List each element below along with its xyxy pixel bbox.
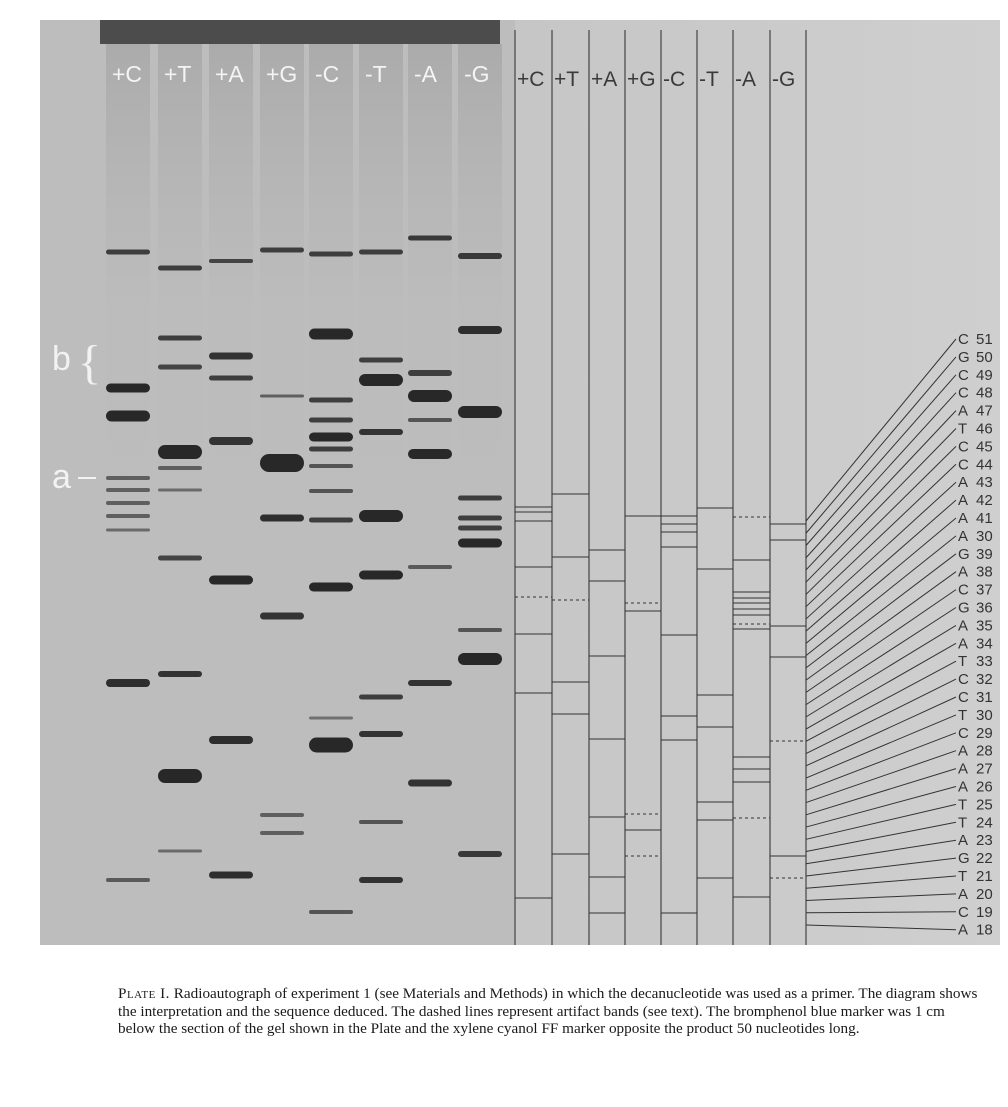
gel-band [359, 571, 403, 580]
gel-band [158, 556, 202, 561]
gel-band [209, 736, 253, 744]
sequence-position: 20 [976, 885, 993, 903]
sequence-base: A [958, 492, 969, 510]
gel-lane-streak [359, 44, 403, 924]
sequence-base: C [958, 903, 969, 921]
gel-lane-label: -A [414, 61, 437, 87]
sequence-position: 25 [976, 796, 993, 814]
gel-band [408, 236, 452, 241]
sequence-base: C [958, 581, 969, 599]
gel-lane-label: +C [112, 61, 143, 87]
gel-band [209, 376, 253, 381]
gel-band [309, 910, 353, 914]
sequence-base: T [958, 420, 968, 438]
gel-band [458, 516, 502, 521]
gel-band [158, 671, 202, 677]
marker-a: a [52, 458, 71, 496]
gel-band [209, 437, 253, 445]
gel-band [359, 695, 403, 700]
gel-lane-label: -G [464, 61, 490, 87]
gel-band [260, 454, 304, 472]
diagram-lane-label: +C [517, 68, 545, 91]
sequence-position: 21 [976, 868, 993, 885]
sequence-position: 36 [976, 599, 993, 617]
sequence-base: A [958, 885, 969, 903]
gel-band [458, 653, 502, 665]
gel-band [309, 329, 353, 340]
gel-band [158, 850, 202, 853]
gel-band [309, 252, 353, 257]
gel-band [458, 326, 502, 334]
sequence-position: 22 [976, 850, 993, 868]
sequence-base: G [958, 348, 970, 366]
gel-band [260, 515, 304, 522]
gel-wells [100, 20, 500, 44]
gel-lane-label: -T [365, 61, 387, 87]
sequence-position: 24 [976, 814, 993, 832]
diagram-lane-label: +T [554, 68, 580, 91]
gel-band [158, 365, 202, 370]
gel-band [260, 813, 304, 817]
gel-band [106, 384, 150, 393]
marker-b: b [52, 340, 71, 378]
gel-band [106, 476, 150, 480]
gel-band [309, 464, 353, 468]
gel-lane-streak [260, 44, 304, 924]
gel-lane-streak [408, 44, 452, 924]
diagram-lane-label: +A [591, 68, 618, 91]
sequence-base: T [958, 796, 968, 814]
gel-band [209, 576, 253, 585]
sequence-position: 43 [976, 474, 993, 492]
gel-band [106, 488, 150, 492]
sequence-base: G [958, 545, 970, 563]
gel-band [408, 418, 452, 422]
sequence-base: C [958, 671, 969, 689]
gel-band [158, 466, 202, 470]
gel-band [309, 583, 353, 592]
sequence-position: 32 [976, 671, 993, 689]
sequence-base: T [958, 814, 968, 832]
gel-band [458, 253, 502, 259]
gel-band [106, 411, 150, 422]
sequence-base: A [958, 563, 969, 581]
gel-lane-streak [309, 44, 353, 924]
sequence-base: C [958, 366, 969, 384]
gel-band [209, 872, 253, 879]
gel-band [209, 259, 253, 263]
gel-band [458, 539, 502, 548]
gel-band [309, 418, 353, 423]
sequence-base: C [958, 331, 969, 348]
sequence-position: 47 [976, 402, 993, 420]
sequence-position: 39 [976, 545, 993, 563]
caption-heading: Plate I. [118, 985, 170, 1002]
sequence-base: C [958, 456, 969, 474]
gel-band [359, 358, 403, 363]
gel-band [209, 353, 253, 360]
sequence-base: T [958, 653, 968, 671]
sequence-position: 28 [976, 742, 993, 760]
sequence-position: 30 [976, 706, 993, 724]
sequence-base: A [958, 760, 969, 778]
sequence-position: 46 [976, 420, 993, 438]
sequence-position: 51 [976, 331, 993, 348]
sequence-position: 23 [976, 832, 993, 850]
diagram-lane-label: -C [663, 68, 686, 91]
gel-band [408, 565, 452, 569]
sequence-position: 19 [976, 903, 993, 921]
gel-lane-streak [158, 44, 202, 924]
gel-band [309, 738, 353, 753]
gel-band [309, 489, 353, 493]
sequence-position: 37 [976, 581, 993, 599]
gel-band [309, 398, 353, 403]
sequence-base: A [958, 527, 969, 545]
sequence-base: C [958, 438, 969, 456]
sequence-position: 18 [976, 921, 993, 939]
sequence-position: 38 [976, 563, 993, 581]
gel-band [408, 449, 452, 459]
gel-band [359, 731, 403, 737]
sequence-base: A [958, 617, 969, 635]
sequence-position: 31 [976, 689, 993, 706]
gel-band [359, 250, 403, 255]
gel-lane-streak [106, 44, 150, 924]
gel-band [458, 496, 502, 501]
gel-lane-label: +T [164, 61, 192, 87]
gel-band [106, 878, 150, 882]
sequence-position: 26 [976, 778, 993, 796]
sequence-position: 42 [976, 492, 993, 510]
sequence-position: 44 [976, 456, 993, 474]
gel-band [408, 780, 452, 787]
figure-caption [118, 985, 978, 1038]
gel-band [309, 447, 353, 452]
sequence-base: A [958, 778, 969, 796]
sequence-base: T [958, 868, 968, 885]
sequence-position: 41 [976, 510, 993, 527]
gel-band [408, 680, 452, 686]
gel-lane-streak [458, 44, 502, 924]
sequence-base: C [958, 689, 969, 706]
sequence-base: C [958, 384, 969, 402]
diagram-lane-label: -T [699, 68, 719, 91]
gel-band [309, 717, 353, 720]
sequence-position: 34 [976, 635, 993, 653]
gel-lane-label: +G [266, 61, 298, 87]
gel-band [359, 877, 403, 883]
gel-lane-streak [209, 44, 253, 924]
sequence-position: 50 [976, 348, 993, 366]
gel-lane-label: -C [315, 61, 340, 87]
sequence-base: A [958, 402, 969, 420]
gel-band [158, 769, 202, 783]
gel-band [458, 628, 502, 632]
gel-band [260, 831, 304, 835]
gel-band [106, 679, 150, 687]
gel-band [260, 613, 304, 620]
sequence-position: 27 [976, 760, 993, 778]
gel-band [408, 370, 452, 376]
sequence-base: A [958, 474, 969, 492]
sequence-position: 30 [976, 527, 993, 545]
sequence-base: G [958, 599, 970, 617]
gel-band [359, 429, 403, 435]
sequence-position: 48 [976, 384, 993, 402]
diagram-lane-label: -G [772, 68, 796, 91]
sequence-base: A [958, 510, 969, 527]
gel-band [158, 336, 202, 341]
gel-band [359, 510, 403, 522]
sequence-base: A [958, 832, 969, 850]
diagram-lane-label: -A [735, 68, 756, 91]
gel-band [106, 514, 150, 518]
sequence-position: 29 [976, 724, 993, 742]
sequence-position: 35 [976, 617, 993, 635]
gel-band [158, 445, 202, 459]
sequence-base: A [958, 921, 969, 939]
sequence-position: 45 [976, 438, 993, 456]
gel-band [260, 395, 304, 398]
gel-band [158, 489, 202, 492]
sequence-base: T [958, 706, 968, 724]
gel-band [158, 266, 202, 271]
gel-band [260, 248, 304, 253]
gel-band [458, 526, 502, 531]
gel-band [458, 851, 502, 857]
gel-band [106, 250, 150, 255]
caption-text: Radioautograph of experiment 1 (see Materials and Methods) in which the decanucleotide was used as a primer. The diagram shows the interpretation and the sequence deduced. The dashed lines represent artifact bands (see text). The bromphenol blue marker was 1 cm below the section of the gel shown in the Plate and the xylene cyanol FF marker opposite the product 50 nucleotides long. [118, 985, 978, 1038]
gel-band [106, 501, 150, 505]
sequence-position: 49 [976, 366, 993, 384]
gel-lane-label: +A [215, 61, 244, 87]
gel-band [458, 406, 502, 418]
gel-band [106, 529, 150, 532]
gel-band [359, 820, 403, 824]
diagram-lane-label: +G [627, 68, 656, 91]
gel-band [408, 390, 452, 402]
sequence-base: A [958, 742, 969, 760]
sequence-position: 33 [976, 653, 993, 671]
gel-band [309, 433, 353, 442]
gel-band [309, 518, 353, 523]
sequence-base: C [958, 724, 969, 742]
sequence-base: A [958, 635, 969, 653]
brace-glyph: { [78, 336, 102, 389]
gel-band [359, 374, 403, 386]
sequence-base: G [958, 850, 970, 868]
